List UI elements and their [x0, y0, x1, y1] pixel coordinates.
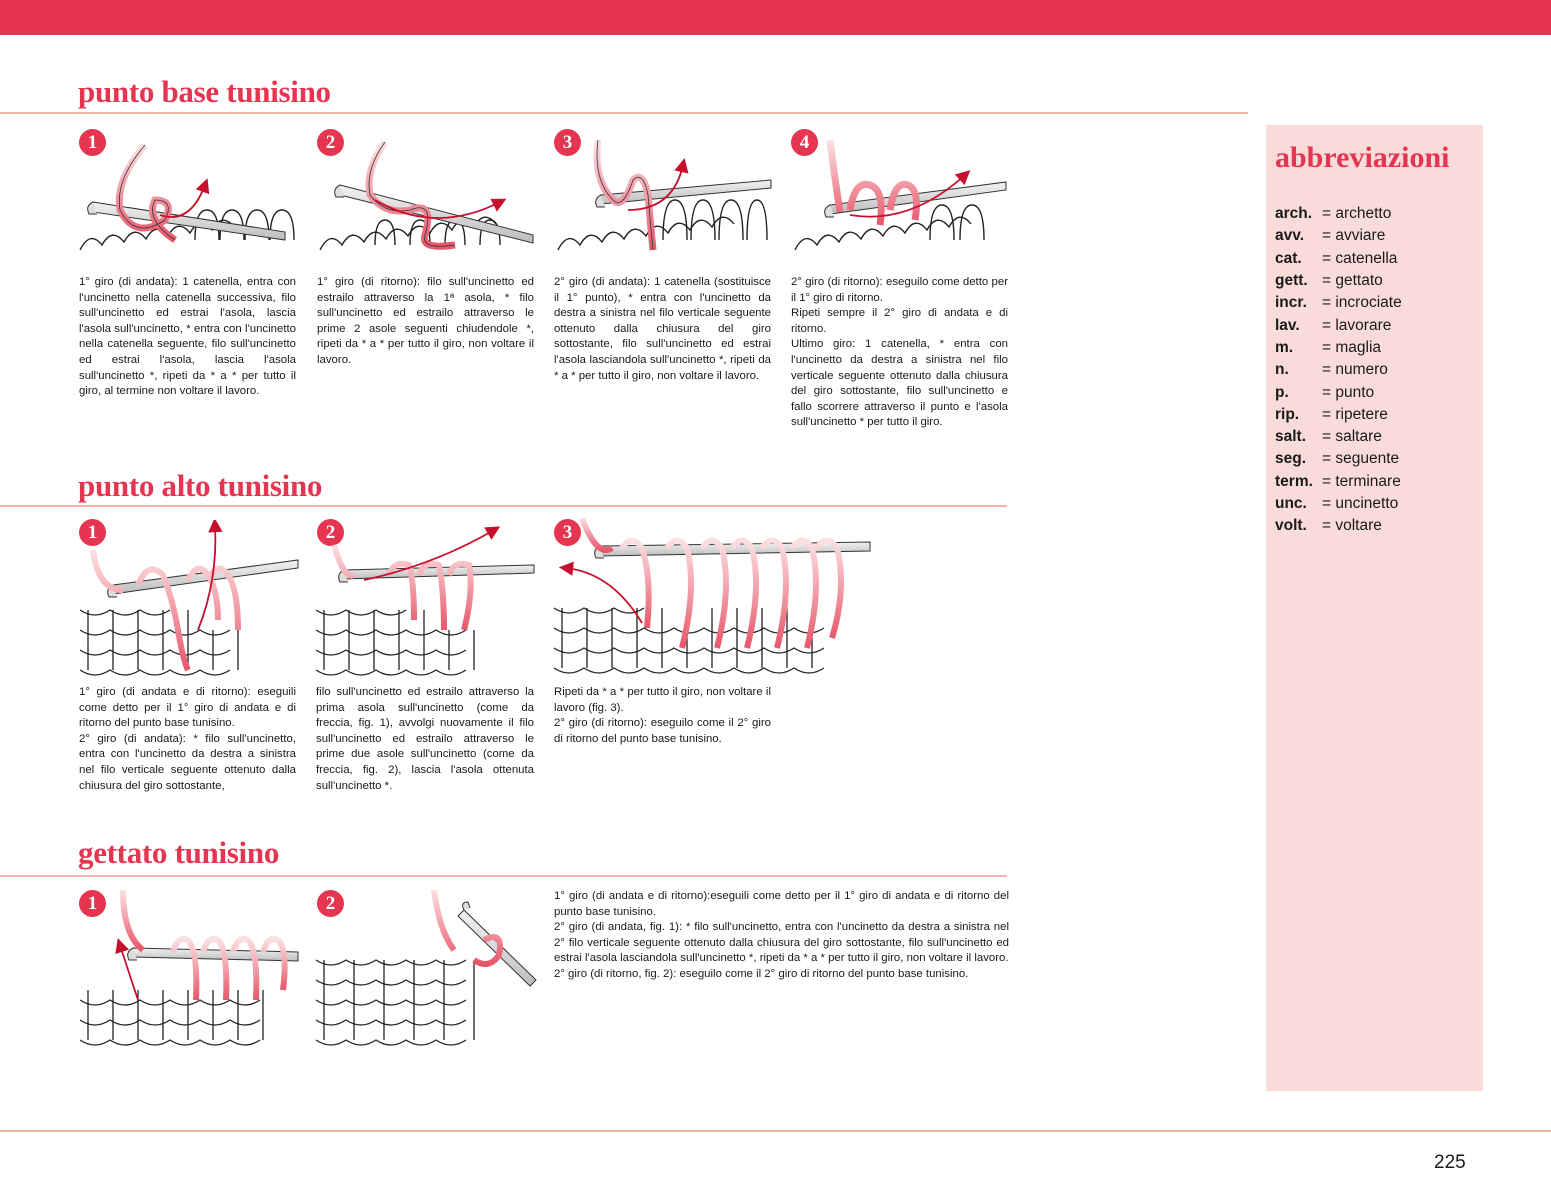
step-number-badge: 3	[554, 129, 581, 156]
stitch-illustration	[553, 140, 775, 260]
gettato-paragraph: 2° giro (di andata, fig. 1): * filo sull'uncinetto, entra con l'uncinetto da destra a sinistra nel 2° filo verticale seguente ottenuto dalla chiusura del giro sottostante, filo sull'uncinetto ed estrai l'asola lasciandola sull'uncinetto *, ripeti da * a * per tutto il giro, non voltare il lavoro.	[554, 921, 1009, 965]
abbreviation-value: = catenella	[1322, 249, 1398, 267]
abbreviation-key: rip.	[1275, 405, 1300, 423]
abbreviation-value: = gettato	[1322, 272, 1383, 290]
gettato-paragraph: 2° giro (di ritorno, fig. 2): eseguilo come il 2° giro di ritorno del punto base tunisino.	[554, 967, 969, 980]
abbreviation-value: = saltare	[1322, 428, 1382, 446]
step-description-paragraph: 2° giro (di ritorno): eseguilo come detto per il 1° giro di ritorno.	[791, 276, 1008, 304]
abbreviation-value: = seguente	[1322, 450, 1400, 468]
abbreviation-key: seg.	[1275, 450, 1307, 468]
abbreviation-row	[1275, 359, 1475, 381]
abbreviation-value: = punto	[1322, 383, 1375, 401]
abbreviation-key: gett.	[1275, 272, 1308, 290]
abbreviations-title: abbreviazioni	[1275, 141, 1450, 174]
abbreviation-row	[1275, 292, 1475, 314]
abbreviation-key: lav.	[1275, 316, 1300, 334]
stitch-illustration	[790, 140, 1012, 260]
abbreviation-value: = terminare	[1322, 472, 1401, 490]
step-description: filo sull'uncinetto ed estrailo attraverso la prima asola sull'uncinetto (come da freccia, fig. 1), avvolgi nuovamente il filo sull'uncinetto ed estrailo attraverso le prime due asole sull'uncinetto (come da freccia, fig. 2), lascia l'asola ottenuta sull'uncinetto *.	[316, 686, 534, 792]
abbreviation-key: arch.	[1275, 205, 1313, 223]
abbreviation-key: volt.	[1275, 517, 1307, 535]
abbreviation-key: p.	[1275, 383, 1289, 401]
abbreviation-row	[1275, 225, 1475, 247]
gettato-description	[554, 889, 1009, 983]
abbreviation-value: = voltare	[1322, 517, 1382, 535]
abbreviation-row	[1275, 471, 1475, 493]
step-number-badge: 2	[317, 890, 344, 917]
step-description	[791, 275, 1008, 431]
abbreviation-value: = maglia	[1322, 338, 1382, 356]
abbreviations-panel	[1266, 125, 1483, 1091]
step-description	[79, 685, 296, 794]
abbreviation-value: = avviare	[1322, 227, 1386, 245]
footer-rule	[0, 1130, 1551, 1132]
section-rule-base	[0, 112, 1248, 114]
step-number-badge: 1	[79, 519, 106, 546]
stitch-illustration	[78, 520, 300, 680]
abbreviation-row	[1275, 203, 1475, 225]
step-description-paragraph: 2° giro (di ritorno): eseguilo come il 2° giro di ritorno del punto base tunisino.	[554, 717, 771, 745]
step-description-paragraph: 1° giro (di andata e di ritorno): eseguili come detto per il 1° giro di andata e di ritorno del punto base tunisino.	[79, 686, 296, 730]
top-color-bar	[0, 0, 1551, 35]
abbreviation-row	[1275, 426, 1475, 448]
abbreviation-key: unc.	[1275, 495, 1307, 512]
abbreviation-row	[1275, 337, 1475, 359]
stitch-illustration	[552, 518, 872, 680]
stitch-illustration	[314, 890, 540, 1050]
abbreviation-value: = ripetere	[1322, 405, 1388, 423]
abbreviation-value: = lavorare	[1322, 316, 1392, 334]
abbreviation-key: n.	[1275, 361, 1289, 379]
step-number-badge: 2	[317, 129, 344, 156]
step-description-paragraph: Ultimo giro: 1 catenella, * entra con l'uncinetto da destra a sinistra nel filo verticale seguente ottenuto dalla chiusura del giro sottostante, filo sull'uncinetto e fallo scorrere attraverso il punto e l'asola sull'uncinetto * per tutto il giro.	[791, 338, 1008, 429]
step-description-paragraph: Ripeti da * a * per tutto il giro, non voltare il lavoro (fig. 3).	[554, 686, 771, 714]
section-title-base: punto base tunisino	[78, 74, 331, 109]
abbreviation-key: incr.	[1275, 294, 1307, 312]
abbreviation-value: = incrociate	[1322, 294, 1402, 312]
stitch-illustration	[315, 140, 537, 260]
abbreviations-list	[1275, 203, 1475, 537]
stitch-illustration	[314, 520, 536, 680]
step-description	[554, 685, 771, 747]
page-number: 225	[1434, 1152, 1466, 1173]
abbreviation-key: cat.	[1275, 249, 1302, 267]
abbreviation-row	[1275, 314, 1475, 336]
abbreviation-row	[1275, 248, 1475, 270]
abbreviation-value: = numero	[1322, 361, 1388, 379]
step-description: 1° giro (di andata): 1 catenella, entra con l'uncinetto nella catenella successiva, filo sull'uncinetto ed estrai l'asola, lascia l'asola sull'uncinetto, * entra con l'uncinetto nella catenella seguente, filo sull'uncinetto ed estrai l'asola, lascia l'asola sull'uncinetto *, ripeti da * a * per tutto il giro, al termine non voltare il lavoro.	[79, 276, 296, 398]
step-number-badge: 1	[79, 129, 106, 156]
step-number-badge: 3	[554, 519, 581, 546]
step-description: 1° giro (di ritorno): filo sull'uncinetto ed estrailo attraverso la 1ª asola, * filo sull'uncinetto ed estrailo attraverso le prime 2 asole seguenti chiudendole *, ripeti da * a * per tutto il giro, non voltare il lavoro.	[317, 276, 534, 366]
abbreviation-row	[1275, 404, 1475, 426]
abbreviation-row	[1275, 448, 1475, 470]
abbreviation-key: m.	[1275, 338, 1294, 356]
abbreviation-key: salt.	[1275, 428, 1307, 446]
abbreviation-value: = uncinetto	[1322, 495, 1399, 512]
abbreviation-key: avv.	[1275, 227, 1305, 245]
stitch-illustration	[78, 890, 300, 1050]
stitch-illustration	[75, 140, 297, 260]
section-title-alto: punto alto tunisino	[78, 468, 323, 503]
section-rule-alto	[0, 505, 1007, 507]
abbreviation-row	[1275, 381, 1475, 403]
step-number-badge: 2	[317, 519, 344, 546]
section-title-gettato: gettato tunisino	[78, 835, 280, 870]
abbreviation-row	[1275, 270, 1475, 292]
abbreviation-key: term.	[1275, 472, 1313, 490]
step-description-paragraph: Ripeti sempre il 2° giro di andata e di ritorno.	[791, 307, 1008, 335]
step-number-badge: 1	[79, 890, 106, 917]
step-number-badge: 4	[791, 129, 818, 156]
abbreviation-value: = archetto	[1322, 205, 1392, 223]
abbreviation-row	[1275, 515, 1475, 537]
step-description-paragraph: 2° giro (di andata): * filo sull'uncinetto, entra con l'uncinetto da destra a sinistra nel filo verticale seguente ottenuto dalla chiusura del giro sottostante,	[79, 732, 296, 792]
abbreviation-row	[1275, 493, 1475, 515]
gettato-paragraph: 1° giro (di andata e di ritorno):eseguili come detto per il 1° giro di andata e di ritorno del punto base tunisino.	[554, 890, 1009, 918]
section-rule-gettato	[0, 875, 1007, 877]
step-description: 2° giro (di andata): 1 catenella (sostituisce il 1° punto), * entra con l'uncinetto da destra a sinistra nel filo verticale seguente ottenuto dalla chiusura del giro sottostante, filo sull'uncinetto ed estrai l'asola lasciandola sull'uncinetto *, ripeti da * a * per tutto il giro, non voltare il lavoro.	[554, 276, 771, 382]
